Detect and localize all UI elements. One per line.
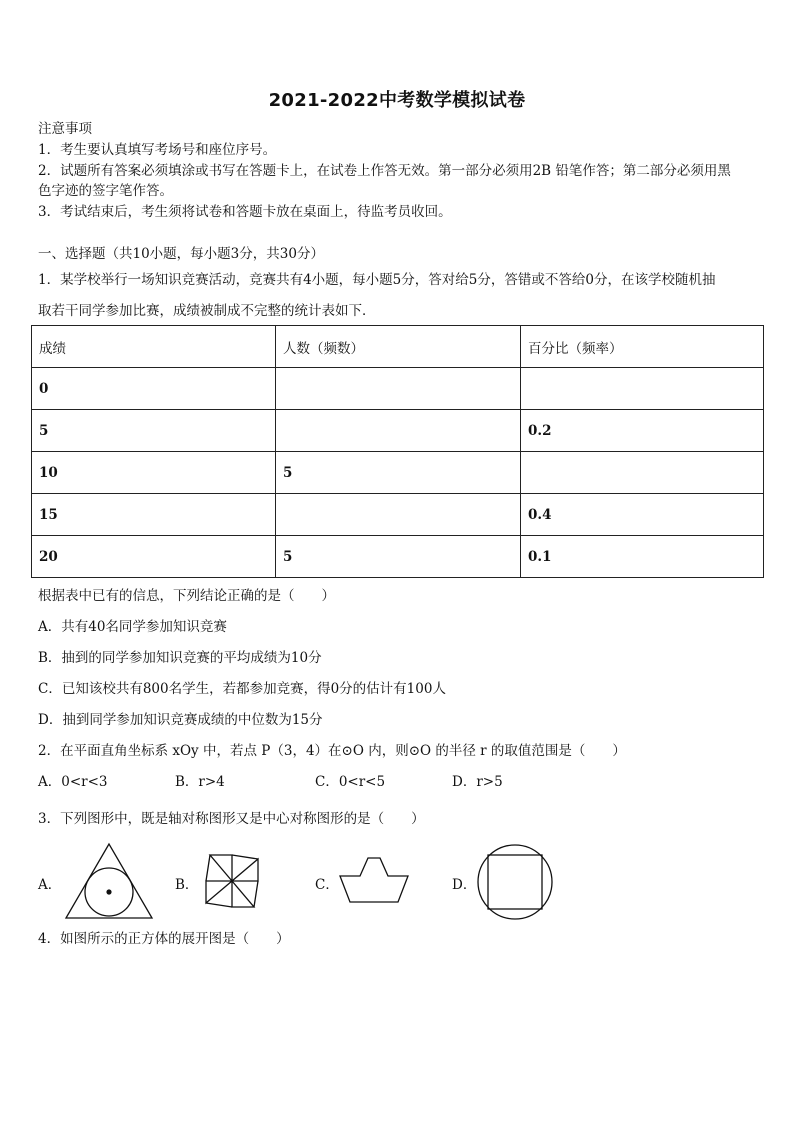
q2-option-c: C．0<r<5 <box>315 774 386 790</box>
notice-item-2-cont: 色字迹的签字笔作答。 <box>38 183 173 199</box>
q3-label-d: D． <box>452 877 477 893</box>
table-cell <box>521 368 764 410</box>
table-cell: 0.2 <box>521 410 764 452</box>
table-cell: 10 <box>32 452 276 494</box>
table-row <box>32 368 764 410</box>
table-header-cell: 人数（频数） <box>276 326 521 368</box>
q1-stem-line-2: 取若干同学参加比赛，成绩被制成不完整的统计表如下． <box>38 303 376 319</box>
table-cell: 0.1 <box>521 536 764 578</box>
q1-option-d: D．抽到同学参加知识竞赛成绩的中位数为15分 <box>38 712 323 728</box>
table-row <box>32 494 764 536</box>
q3-label-b: B． <box>175 877 199 893</box>
q3-label-c: C． <box>315 877 339 893</box>
q1-stem-line-1: 1．某学校举行一场知识竞赛活动，竞赛共有4小题，每小题5分，答对给5分，答错或不答给0分，在该学校随机抽 <box>38 272 716 288</box>
table-header-cell: 百分比（频率） <box>521 326 764 368</box>
table-cell: 15 <box>32 494 276 536</box>
circle-square-figure <box>476 843 554 921</box>
triangle-circle-figure <box>64 842 154 920</box>
notice-item-3: 3．考试结束后，考生须将试卷和答题卡放在桌面上，待监考员收回。 <box>38 204 452 220</box>
q3-stem: 3．下列图形中，既是轴对称图形又是中心对称图形的是（ ） <box>38 811 425 827</box>
notice-item-2: 2．试题所有答案必须填涂或书写在答题卡上，在试卷上作答无效。第一部分必须用2B 铅笔作答；第二部分必须用黑 <box>38 163 731 179</box>
table-row <box>32 536 764 578</box>
page-title: 2021-2022中考数学模拟试卷 <box>268 90 526 111</box>
table-cell: 20 <box>32 536 276 578</box>
q1-option-c: C．已知该校共有800名学生，若都参加竞赛，得0分的估计有100人 <box>38 681 446 697</box>
notice-heading: 注意事项 <box>38 121 92 137</box>
table-row <box>32 452 764 494</box>
q2-stem: 2．在平面直角坐标系 xOy 中，若点 P（3，4）在⊙O 内，则⊙O 的半径 r 的取值范围是（ ） <box>38 743 626 759</box>
q1-prompt: 根据表中已有的信息，下列结论正确的是（ ） <box>38 588 335 604</box>
table-cell: 5 <box>32 410 276 452</box>
table-header-cell: 成绩 <box>32 326 276 368</box>
q4-stem: 4．如图所示的正方体的展开图是（ ） <box>38 931 290 947</box>
table-cell <box>276 494 521 536</box>
q2-option-a: A．0<r<3 <box>38 774 108 790</box>
table-cell <box>276 368 521 410</box>
q1-option-a: A．共有40名同学参加知识竞赛 <box>38 619 227 635</box>
table-cell <box>276 410 521 452</box>
pinwheel-figure <box>204 853 260 909</box>
table-cell: 0.4 <box>521 494 764 536</box>
table-header-row <box>32 326 764 368</box>
q3-label-a: A． <box>38 877 62 893</box>
table-cell: 5 <box>276 536 521 578</box>
score-table <box>31 325 764 578</box>
table-cell <box>521 452 764 494</box>
q2-option-b: B．r>4 <box>175 774 225 790</box>
table-cell: 5 <box>276 452 521 494</box>
boat-figure <box>338 856 410 904</box>
q2-option-d: D．r>5 <box>452 774 503 790</box>
notice-item-1: 1．考生要认真填写考场号和座位序号。 <box>38 142 277 158</box>
section-heading: 一、选择题（共10小题，每小题3分，共30分） <box>38 246 324 262</box>
q1-option-b: B．抽到的同学参加知识竞赛的平均成绩为10分 <box>38 650 322 666</box>
table-row <box>32 410 764 452</box>
table-cell: 0 <box>32 368 276 410</box>
